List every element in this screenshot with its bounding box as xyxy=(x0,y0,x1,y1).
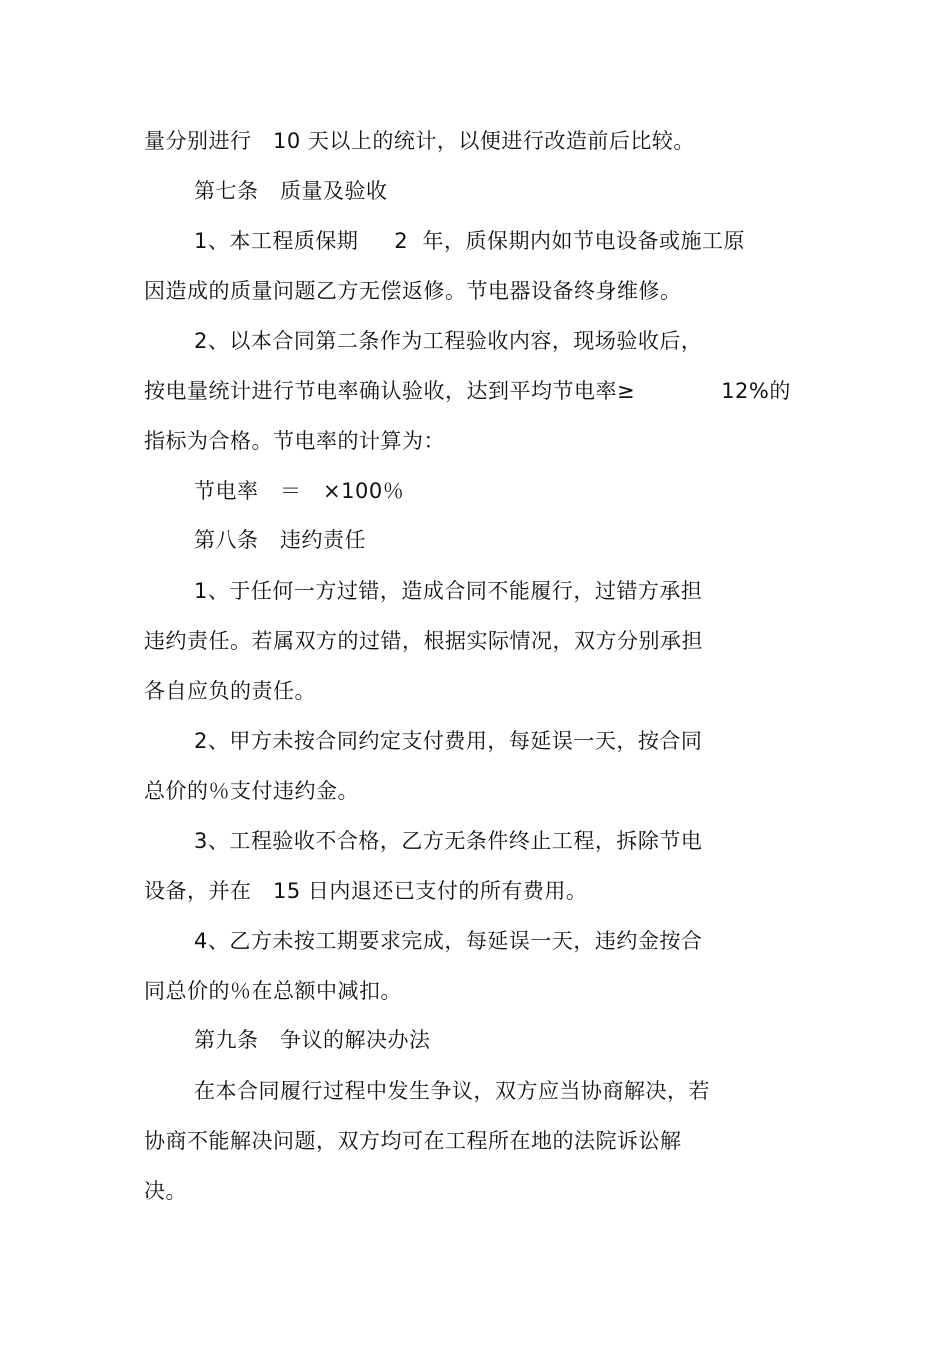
body-line: 指标为合格。节电率的计算为： xyxy=(144,429,445,453)
body-line: 按电量统计进行节电率确认验收，达到平均节电率≥ 12%的 xyxy=(144,379,791,403)
section-heading-8: 第八条 违约责任 xyxy=(194,528,367,552)
formula-line: 节电率 ＝ ×100％ xyxy=(194,479,405,503)
body-line: 违约责任。若属双方的过错，根据实际情况，双方分别承担 xyxy=(144,629,703,653)
section-heading-7: 第七条 质量及验收 xyxy=(194,179,388,203)
body-line: 各自应负的责任。 xyxy=(144,679,316,703)
clause-line: 1、于任何一方过错，造成合同不能履行，过错方承担 xyxy=(194,579,703,603)
body-line: 总价的％支付违约金。 xyxy=(144,779,359,803)
body-line: 决。 xyxy=(144,1179,187,1203)
clause-line: 3、工程验收不合格，乙方无条件终止工程，拆除节电 xyxy=(194,829,703,853)
body-line: 量分别进行 10 天以上的统计，以便进行改造前后比较。 xyxy=(144,129,695,153)
clause-line: 2、甲方未按合同约定支付费用，每延误一天，按合同 xyxy=(194,729,703,753)
clause-line: 2、以本合同第二条作为工程验收内容，现场验收后， xyxy=(194,329,703,353)
body-line: 设备，并在 15 日内退还已支付的所有费用。 xyxy=(144,879,588,903)
clause-line: 4、乙方未按工期要求完成，每延误一天，违约金按合 xyxy=(194,929,703,953)
body-line: 因造成的质量问题乙方无偿返修。节电器设备终身维修。 xyxy=(144,279,682,303)
clause-line: 1、本工程质保期 2 年，质保期内如节电设备或施工原 xyxy=(194,229,745,253)
body-line: 协商不能解决问题，双方均可在工程所在地的法院诉讼解 xyxy=(144,1129,682,1153)
clause-line: 在本合同履行过程中发生争议，双方应当协商解决，若 xyxy=(194,1079,710,1103)
body-line: 同总价的％在总额中减扣。 xyxy=(144,979,402,1003)
section-heading-9: 第九条 争议的解决办法 xyxy=(194,1028,431,1052)
